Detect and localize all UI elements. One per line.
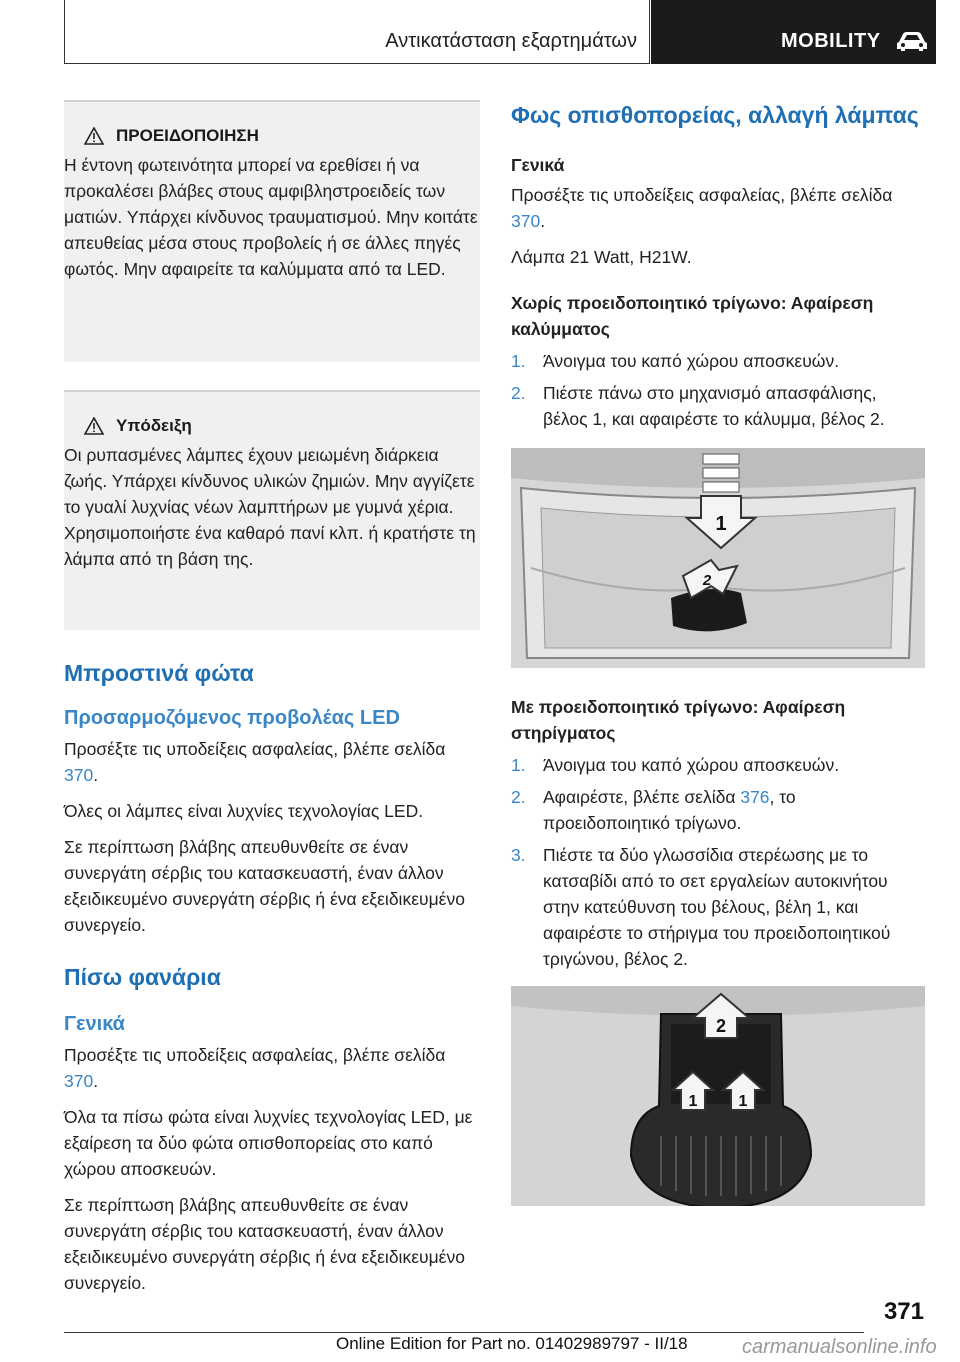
reverse-bulb-paragraph: Λάμπα 21 Watt, H21W. [511,247,692,267]
step-number: 3. [511,845,526,865]
arrow-label-1: 1 [715,513,727,535]
rear-safety-paragraph [64,1042,480,1094]
step-number: 1. [511,755,526,775]
step-number: 1. [511,351,526,371]
list-item [511,380,925,432]
warning-text: Η έντονη φωτεινότητα μπορεί να ερεθίσει ή να προκαλέσει βλάβες στους αμφιβληστροειδείς των ματιών. Υπάρχει κίνδυνος τραυματισμού. Μην κοιτάτε απευθείας μέσα στους προβολείς ή σε άλλες πηγές φωτός. Μην αφαιρείτε τα καλύμματα από τα LED. [64,155,478,279]
no-triangle-steps [511,348,925,432]
step-number: 2. [511,787,526,807]
arrow-label-1-left: 1 [688,1093,698,1110]
watermark: carmanualsonline.info [742,1336,937,1358]
no-triangle-heading: Χωρίς προειδοποιητικό τρίγωνο: Αφαίρεση καλύμματος [511,293,874,339]
trunk-cover-illustration [511,448,925,668]
car-icon [895,30,929,52]
left-column [64,100,480,1296]
adaptive-page-link[interactable]: 370 [64,765,94,785]
footer-edition: Online Edition for Part no. 01402989797 - II/18 [336,1334,688,1353]
adaptive-safety-end: . [93,765,99,785]
reverse-light-heading: Φως οπισθοπορείας, αλλαγή λάμπας [511,102,919,128]
adaptive-safety-paragraph [64,736,480,788]
rear-general-heading: Γενικά [64,1013,125,1035]
triangle-holder-figure [511,986,925,1206]
header-title-box [64,0,650,64]
list-item [511,784,925,836]
reverse-general-heading: Γενικά [511,155,565,175]
notice-triangle-icon [84,417,104,435]
rear-page-link[interactable]: 370 [64,1071,94,1091]
header-section: MOBILITY [781,30,881,52]
adaptive-service-paragraph: Σε περίπτωση βλάβης απευθυνθείτε σε έναν συνεργάτη σέρβις του κατασκευαστή, έναν άλλον εξειδικευμένο συνεργάτη σέρβις ή ένα εξειδικευμένο συνεργείο. [64,837,465,935]
step-text-start: Αφαιρέστε, βλέπε σελίδα [543,787,741,807]
notice-box [64,390,480,630]
header-title: Αντικατάσταση εξαρτημάτων [385,30,637,52]
header-section-box [651,0,936,64]
notice-text: Οι ρυπασμένες λάμπες έχουν μειωμένη διάρκεια ζωής. Υπάρχει κίνδυνος υλικών ζημιών. Μην αγγίζετε το γυαλί λυχνίας νέων λαμπτήρων με γυμνά χέρια. Χρησιμοποιήστε ένα καθαρό πανί κλπ. ή κρατήστε τη λάμπα από τη βάση της. [64,445,476,569]
footer-divider [64,1332,864,1333]
notice-title: Υπόδειξη [116,416,192,435]
step-text: Πιέστε τα δύο γλωσσίδια στερέωσης με το κατσαβίδι από το σετ εργαλείων αυτοκινήτου στην κατεύθυνση του βέλους, βέλη 1, και αφαιρέστε το στήριγμα του προειδοποιητικού τριγώνου, βέλος 2. [543,845,891,969]
arrow-label-2: 2 [702,572,712,589]
rear-safety-end: . [93,1071,99,1091]
notice-title-row [64,416,480,436]
step-text: Άνοιγμα του καπό χώρου αποσκευών. [543,351,840,371]
rear-service-paragraph: Σε περίπτωση βλάβης απευθυνθείτε σε έναν συνεργάτη σέρβις του κατασκευαστή, έναν άλλον εξειδικευμένο συνεργάτη σέρβις ή ένα εξειδικευμένο συνεργείο. [64,1195,465,1293]
list-item [511,842,925,972]
arrow-label-1-right: 1 [738,1093,748,1110]
reverse-safety-paragraph [511,182,925,234]
triangle-holder-illustration [511,986,925,1206]
reverse-safety-text: Προσέξτε τις υποδείξεις ασφαλείας, βλέπε σελίδα [511,185,893,205]
triangle-page-link[interactable]: 376 [740,787,770,807]
step-text: Πιέστε πάνω στο μηχανισμό απασφάλισης, βέλος 1, και αφαιρέστε το κάλυμμα, βέλος 2. [543,383,885,429]
step-text-end: , το προειδοποιητικό τρίγωνο. [543,787,796,833]
with-triangle-heading: Με προειδοποιητικό τρίγωνο: Αφαίρεση στηρίγματος [511,697,846,743]
front-lights-heading: Μπροστινά φώτα [64,660,254,686]
warning-title: ΠΡΟΕΙΔΟΠΟΙΗΣΗ [116,126,259,145]
warning-box [64,100,480,362]
step-number: 2. [511,383,526,403]
rear-led-paragraph: Όλα τα πίσω φώτα είναι λυχνίες τεχνολογίας LED, με εξαίρεση τα δύο φώτα οπισθοπορείας στο καπό χώρου αποσκευών. [64,1107,473,1179]
warning-title-row [64,126,480,146]
arrow-label-2: 2 [715,1016,727,1036]
step-text: Άνοιγμα του καπό χώρου αποσκευών. [543,755,840,775]
rear-safety-text: Προσέξτε τις υποδείξεις ασφαλείας, βλέπε σελίδα [64,1045,446,1065]
with-triangle-steps [511,752,925,972]
list-item [511,752,925,778]
adaptive-led-heading: Προσαρμοζόμενος προβολέας LED [64,707,400,729]
list-item [511,348,925,374]
rear-lights-heading: Πίσω φανάρια [64,964,221,990]
reverse-safety-end: . [540,211,546,231]
right-column [511,100,925,1206]
trunk-cover-figure [511,448,925,668]
step-text [543,784,925,836]
warning-triangle-icon [84,127,104,145]
page-number: 371 [883,1298,924,1325]
adaptive-safety-text: Προσέξτε τις υποδείξεις ασφαλείας, βλέπε σελίδα [64,739,446,759]
adaptive-led-paragraph: Όλες οι λάμπες είναι λυχνίες τεχνολογίας LED. [64,801,424,821]
reverse-page-link[interactable]: 370 [511,211,541,231]
